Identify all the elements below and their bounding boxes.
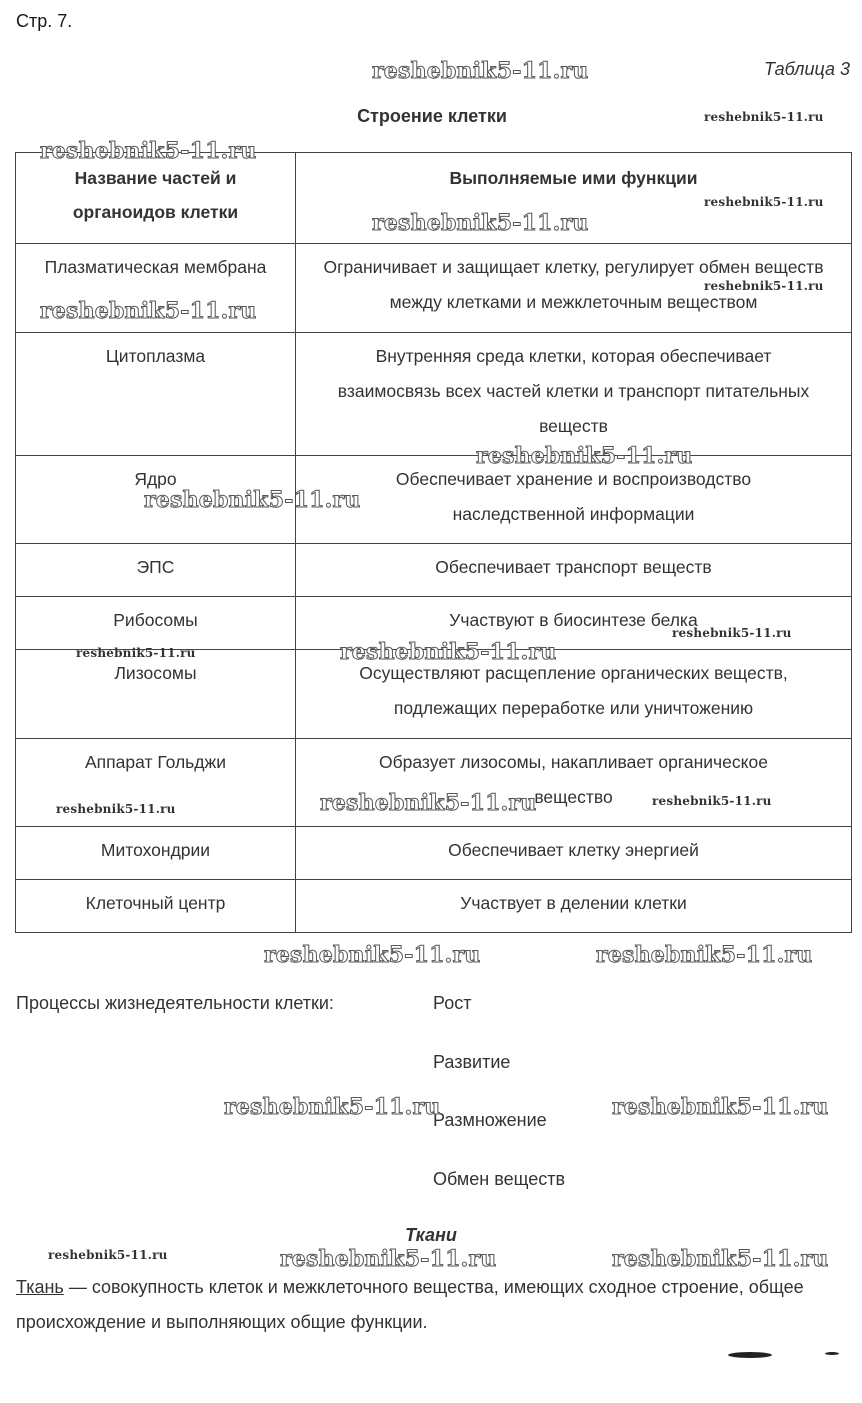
- part-cell: Рибосомы: [16, 597, 296, 650]
- watermark: reshebnik5-11.ru: [372, 58, 589, 84]
- page-number: Стр. 7.: [16, 11, 73, 31]
- process-item: Рост: [433, 993, 472, 1013]
- watermark: reshebnik5-11.ru: [704, 279, 824, 293]
- part-cell: Ядро: [16, 456, 296, 544]
- part-cell: Митохондрии: [16, 827, 296, 880]
- watermark: reshebnik5-11.ru: [672, 626, 792, 640]
- table-label: Таблица 3: [763, 59, 850, 79]
- watermark: reshebnik5-11.ru: [612, 1094, 829, 1120]
- definition-term: Ткань: [16, 1277, 64, 1297]
- process-item: Развитие: [433, 1052, 511, 1072]
- part-cell: Лизосомы: [16, 650, 296, 739]
- watermark: reshebnik5-11.ru: [56, 802, 176, 816]
- watermark: reshebnik5-11.ru: [340, 639, 557, 665]
- table-title-text: Строение клетки: [357, 106, 507, 126]
- function-cell: Обеспечивает клетку энергией: [296, 827, 852, 880]
- table-row: [16, 544, 852, 597]
- process-item: Обмен веществ: [433, 1169, 566, 1189]
- part-cell: ЭПС: [16, 544, 296, 597]
- part-cell: Плазматическая мембрана: [16, 244, 296, 333]
- watermark: reshebnik5-11.ru: [40, 138, 257, 164]
- header-function: Выполняемые ими функции: [296, 153, 852, 244]
- watermark: reshebnik5-11.ru: [320, 790, 537, 816]
- table-row: [16, 333, 852, 456]
- ink-mark: [825, 1352, 839, 1355]
- watermark: reshebnik5-11.ru: [476, 443, 693, 469]
- watermark: reshebnik5-11.ru: [704, 110, 824, 124]
- processes-label: Процессы жизнедеятельности клетки:: [16, 993, 334, 1013]
- definition-text: — совокупность клеток и межклеточного вещества, имеющих сходное строение, общее происхождение и выполняющих общие функции.: [16, 1277, 804, 1332]
- ink-mark: [728, 1352, 772, 1358]
- function-cell: Осуществляют расщепление органических веществ, подлежащих переработке или уничтожению: [296, 650, 852, 739]
- function-cell: Внутренняя среда клетки, которая обеспечивает взаимосвязь всех частей клетки и транспорт питательных веществ: [296, 333, 852, 456]
- function-cell: Обеспечивает транспорт веществ: [296, 544, 852, 597]
- watermark: reshebnik5-11.ru: [264, 942, 481, 968]
- watermark: reshebnik5-11.ru: [280, 1246, 497, 1272]
- watermark: reshebnik5-11.ru: [224, 1094, 441, 1120]
- table-row: [16, 827, 852, 880]
- watermark: reshebnik5-11.ru: [76, 646, 196, 660]
- part-cell: Цитоплазма: [16, 333, 296, 456]
- watermark: reshebnik5-11.ru: [652, 794, 772, 808]
- watermark: reshebnik5-11.ru: [704, 195, 824, 209]
- function-cell: Участвует в делении клетки: [296, 880, 852, 933]
- watermark: reshebnik5-11.ru: [612, 1246, 829, 1272]
- function-cell: Участвуют в биосинтезе белка: [296, 597, 852, 650]
- watermark: reshebnik5-11.ru: [40, 298, 257, 324]
- section-heading: Ткани: [405, 1225, 457, 1245]
- function-cell: Ограничивает и защищает клетку, регулирует обмен веществ между клетками и межклеточным веществом: [296, 244, 852, 333]
- watermark: reshebnik5-11.ru: [48, 1248, 168, 1262]
- part-cell: Клеточный центр: [16, 880, 296, 933]
- process-item: Размножение: [433, 1110, 547, 1130]
- watermark: reshebnik5-11.ru: [596, 942, 813, 968]
- tissue-definition: [16, 1270, 856, 1340]
- function-cell: Образует лизосомы, накапливает органическое вещество: [296, 739, 852, 827]
- table-row: [16, 456, 852, 544]
- part-cell: Аппарат Гольджи: [16, 739, 296, 827]
- table-row: [16, 880, 852, 933]
- watermark: reshebnik5-11.ru: [372, 210, 589, 236]
- header-part: Название частей и органоидов клетки: [16, 153, 296, 244]
- watermark: reshebnik5-11.ru: [144, 487, 361, 513]
- function-cell: Обеспечивает хранение и воспроизводство наследственной информации: [296, 456, 852, 544]
